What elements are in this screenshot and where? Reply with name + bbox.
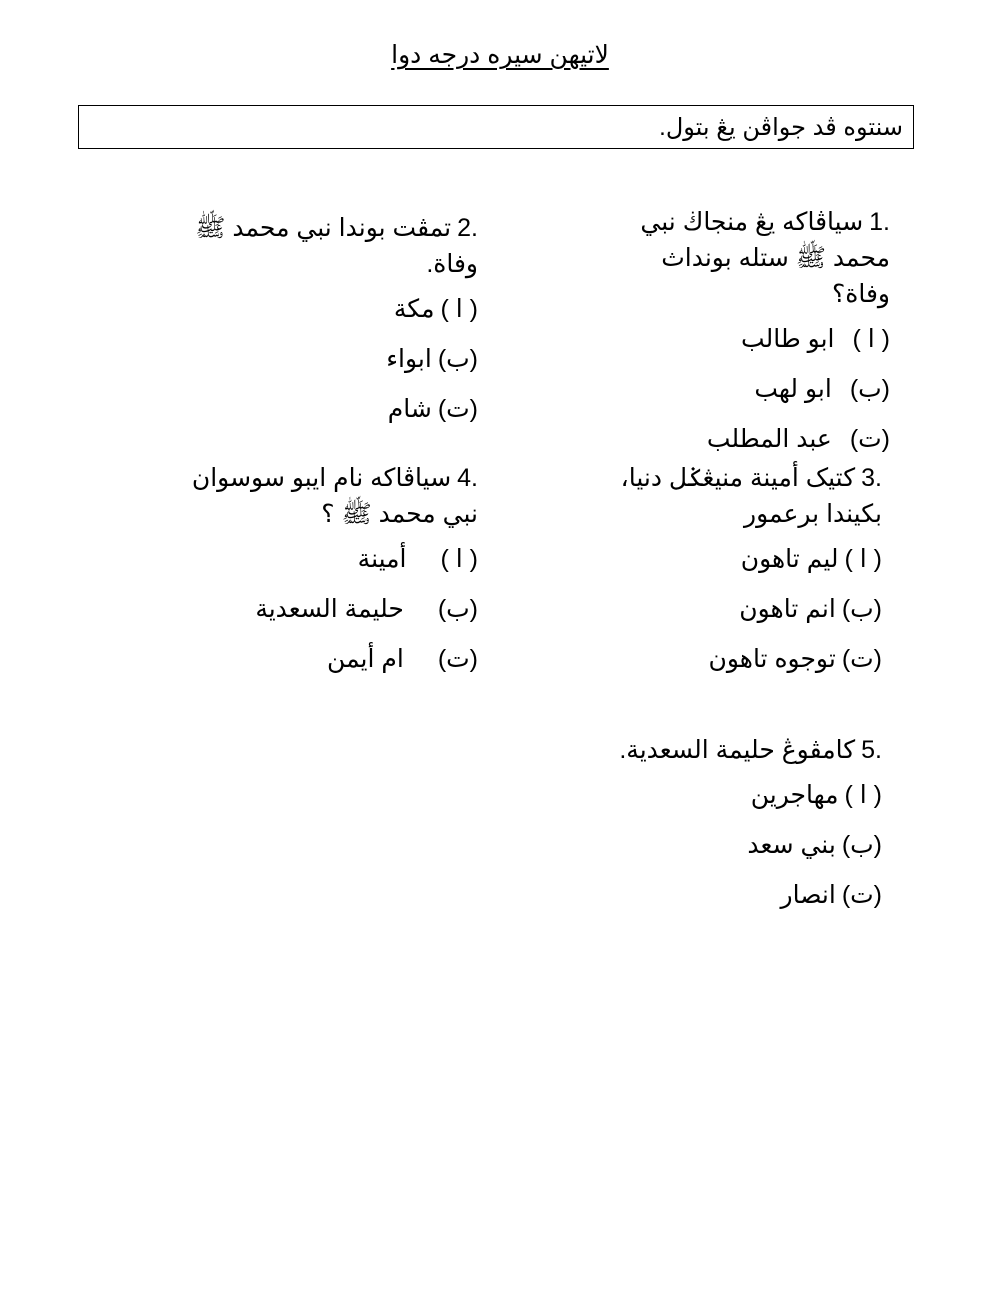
option-letter: (ب) xyxy=(841,831,882,859)
option-text: انصار xyxy=(780,881,836,909)
question-text: تمڤت بوندا نبي محمد ﷺ وفاة. xyxy=(195,214,478,278)
option-text: أمينة xyxy=(357,545,407,573)
instruction-box xyxy=(78,105,914,149)
option-text: توجوه تاهون xyxy=(708,645,836,673)
option-letter: ( ا ) xyxy=(440,545,478,573)
option-text: انم تاهون xyxy=(739,595,836,623)
option-text: مهاجرين xyxy=(750,781,839,809)
option-letter: (ت) xyxy=(437,645,478,673)
page-title: لاتيهن سيره درجه دوا xyxy=(391,41,609,69)
option-letter: (ب) xyxy=(841,595,882,623)
question-number: 5. xyxy=(861,736,882,764)
question-text: كامڤوڠ حليمة السعدية. xyxy=(619,736,856,764)
question-2 xyxy=(138,210,478,440)
question-stem xyxy=(592,460,882,532)
answer-option-a[interactable] xyxy=(158,540,478,578)
option-text: ابو طالب xyxy=(741,325,835,353)
option-text: ام أيمن xyxy=(327,645,404,673)
question-5 xyxy=(592,732,882,926)
question-number: 4. xyxy=(457,464,478,492)
question-number: 2. xyxy=(457,214,478,242)
option-letter: (ت) xyxy=(437,395,478,423)
question-number: 1. xyxy=(869,208,890,236)
option-text: شام xyxy=(387,395,432,423)
question-1 xyxy=(610,204,890,470)
option-letter: (ب) xyxy=(437,595,478,623)
answer-option-t[interactable] xyxy=(158,640,478,678)
option-text: مكة xyxy=(393,295,435,323)
option-letter: ( ا ) xyxy=(852,325,890,353)
option-text: ابو لهب xyxy=(754,375,832,403)
answer-option-b[interactable] xyxy=(592,826,882,864)
question-text: سياڤاكه نام ايبو سوسوان نبي محمد ﷺ ؟ xyxy=(191,464,478,528)
question-stem xyxy=(592,732,882,768)
question-text: سياڤاكه يڠ منجاڬ نبي محمد ﷺ ستله بونداث وفاة؟ xyxy=(640,208,890,308)
option-text: عبد المطلب xyxy=(706,425,832,453)
answer-option-b[interactable] xyxy=(138,340,478,378)
option-letter: (ب) xyxy=(849,375,890,403)
option-letter: ( ا ) xyxy=(844,781,882,809)
instruction-text: سنتوه ڤد جواڤن يڠ بتول. xyxy=(659,114,903,141)
answer-option-t[interactable] xyxy=(138,390,478,428)
question-stem xyxy=(158,460,478,532)
option-letter: (ت) xyxy=(841,645,882,673)
question-3 xyxy=(592,460,882,690)
answer-option-a[interactable] xyxy=(138,290,478,328)
answer-option-b[interactable] xyxy=(592,590,882,628)
option-letter: (ت) xyxy=(841,881,882,909)
answer-option-a[interactable] xyxy=(592,776,882,814)
option-letter: ( ا ) xyxy=(844,545,882,573)
option-text: بني سعد xyxy=(747,831,836,859)
answer-option-a[interactable] xyxy=(592,540,882,578)
option-letter: (ب) xyxy=(437,345,478,373)
option-text: ابواء xyxy=(386,345,432,373)
question-text: كتيک أمينة منيڠݢل دنيا، بكيندا برعمور xyxy=(620,464,882,528)
answer-option-b[interactable] xyxy=(158,590,478,628)
answer-option-t[interactable] xyxy=(592,640,882,678)
question-number: 3. xyxy=(861,464,882,492)
answer-option-b[interactable] xyxy=(610,370,890,408)
question-stem xyxy=(138,210,478,282)
option-text: حليمة السعدية xyxy=(255,595,404,623)
question-4 xyxy=(158,460,478,690)
option-letter: (ت) xyxy=(849,425,890,453)
question-stem xyxy=(610,204,890,312)
answer-option-t[interactable] xyxy=(592,876,882,914)
answer-option-a[interactable] xyxy=(610,320,890,358)
option-letter: ( ا ) xyxy=(440,295,478,323)
answer-option-t[interactable] xyxy=(610,420,890,458)
option-text: ليم تاهون xyxy=(740,545,839,573)
